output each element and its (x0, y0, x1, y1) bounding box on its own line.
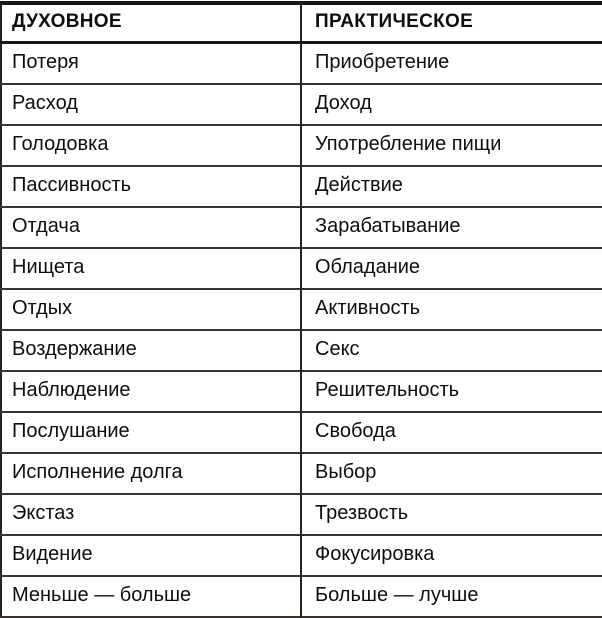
cell-spiritual: Отдача (1, 207, 301, 248)
table-row (1, 248, 602, 289)
header-row (1, 3, 602, 43)
cell-spiritual: Расход (1, 84, 301, 125)
table-row (1, 535, 602, 576)
cell-practical: Доход (301, 84, 602, 125)
table-row (1, 289, 602, 330)
cell-practical: Действие (301, 166, 602, 207)
column-header-spiritual: ДУХОВНОЕ (1, 3, 301, 43)
table-row (1, 330, 602, 371)
table-body (1, 43, 602, 618)
book-page (0, 1, 602, 606)
cell-spiritual: Воздержание (1, 330, 301, 371)
table-row (1, 166, 602, 207)
table-row (1, 576, 602, 617)
cell-practical: Решительность (301, 371, 602, 412)
cell-spiritual: Нищета (1, 248, 301, 289)
table-row (1, 43, 602, 85)
cell-spiritual: Голодовка (1, 125, 301, 166)
table-row (1, 494, 602, 535)
cell-practical: Свобода (301, 412, 602, 453)
table-row (1, 453, 602, 494)
cell-practical: Зарабатывание (301, 207, 602, 248)
cell-practical: Выбор (301, 453, 602, 494)
cell-spiritual: Меньше — больше (1, 576, 301, 617)
cell-practical: Больше — лучше (301, 576, 602, 617)
cell-spiritual: Экстаз (1, 494, 301, 535)
table-row (1, 125, 602, 166)
comparison-table (0, 1, 602, 618)
cell-spiritual: Потеря (1, 43, 301, 85)
cell-spiritual: Послушание (1, 412, 301, 453)
table-row (1, 84, 602, 125)
cell-practical: Секс (301, 330, 602, 371)
cell-spiritual: Видение (1, 535, 301, 576)
cell-practical: Активность (301, 289, 602, 330)
cell-practical: Фокусировка (301, 535, 602, 576)
cell-practical: Употребление пищи (301, 125, 602, 166)
table-row (1, 371, 602, 412)
cell-spiritual: Исполнение долга (1, 453, 301, 494)
cell-spiritual: Пассивность (1, 166, 301, 207)
cell-practical: Обладание (301, 248, 602, 289)
column-header-practical: ПРАКТИЧЕСКОЕ (301, 3, 602, 43)
cell-practical: Приобретение (315, 50, 450, 73)
table-row (1, 412, 602, 453)
cell-spiritual: Отдых (1, 289, 301, 330)
cell-practical: Трезвость (301, 494, 602, 535)
table-row (1, 207, 602, 248)
cell-spiritual: Наблюдение (1, 371, 301, 412)
